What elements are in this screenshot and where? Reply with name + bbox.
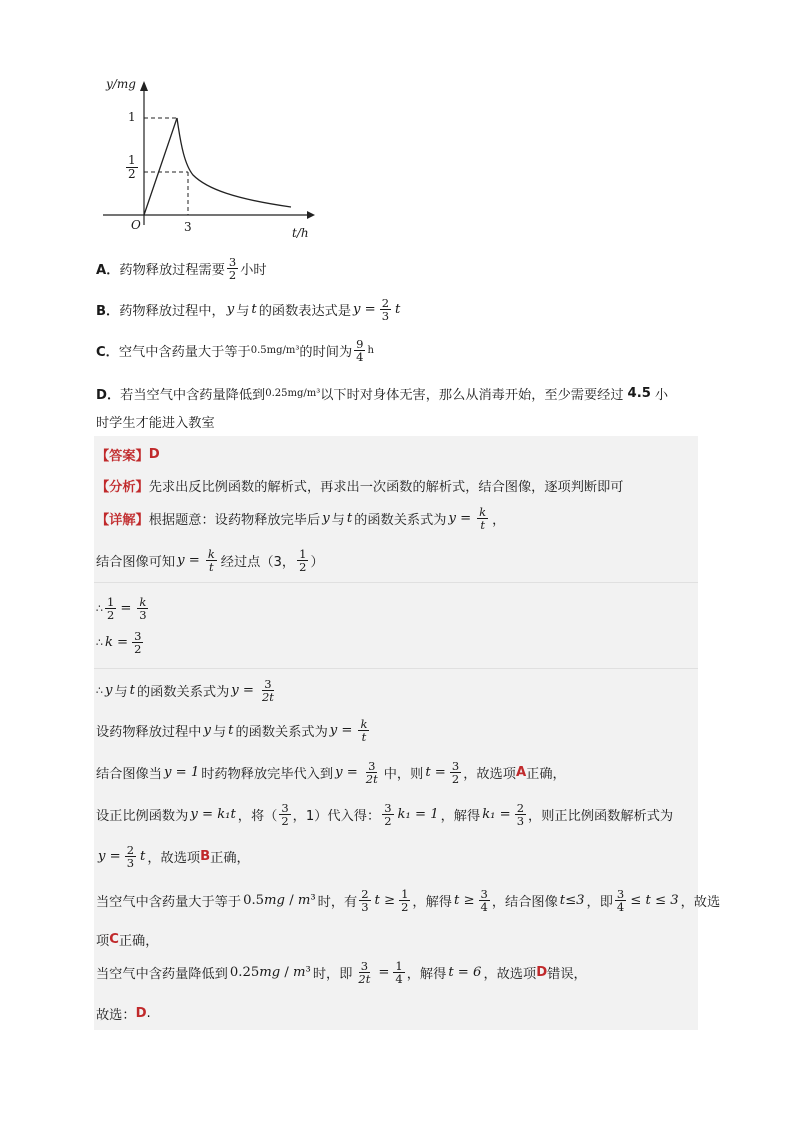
detail-line-9: y = $\frac{2}{3}$ t ，故选项 B 正确， <box>98 843 250 871</box>
detail-line-2: 结合图像可知 y = $\frac{k}{t}$ 经过点（3， $\frac{1}{2}$ ） <box>96 547 324 575</box>
tick-x3: 3 <box>184 220 192 234</box>
answer-line: 【答案】 D <box>96 447 160 464</box>
detail-line-6: 设药物释放过程中 y 与 t 的函数关系式为 y = $\frac{k}{t}$ <box>96 717 368 745</box>
detail-line-10: 当空气中含药量大于等于 0.5mg / m³ 时，有 $\frac{2}{3}$ t ≥ $\frac{1}{2}$ ，解得 t ≥ $\frac{3}{4}$ ，结合图像 t≤3 ，即 $\frac{3}{4}$ ≤ t ≤ 3 ，故选 <box>96 887 721 915</box>
detail-line-11: 项 C 正确， <box>96 932 159 949</box>
option-c: C． 空气中含药量大于等于 0.5mg/m³ 的时间为 $\frac{9}{4}$ h <box>96 337 374 365</box>
tick-yhalf: $\frac{1}{2}$ <box>128 153 136 181</box>
option-b: B． 药物释放过程中， y 与 t 的函数表达式是 y = $\frac{2}{3}$ t <box>96 296 401 324</box>
detail-line-3: ∴ $\frac{1}{2}$ = $\frac{k}{3}$ <box>96 595 147 623</box>
detail-line-4: ∴ k = $\frac{3}{2}$ <box>96 629 142 657</box>
detail-line-8: 设正比例函数为 y = k₁t ，将（ $\frac{3}{2}$ ，1）代入得： $\frac{3}{2}$ k₁ = 1 ，解得 k₁ = $\frac{2}{3}$ ，则正比例函数解析式为 <box>96 801 674 829</box>
inverse-curve <box>177 118 291 207</box>
y-axis-arrow <box>140 81 148 91</box>
detail-line-12: 当空气中含药量降低到 0.25mg / m³ 时，即 $\frac{3}{2t}$ = $\frac{1}{4}$ ，解得 t = 6 ，故选项 D 错误， <box>96 959 587 987</box>
detail-line-13: 故选： D . <box>96 1006 151 1023</box>
origin-label: O <box>131 218 141 232</box>
x-axis-label: t/h <box>292 226 309 240</box>
analysis-line: 【分析】 先求出反比例函数的解析式，再求出一次函数的解析式，结合图像，逐项判断即可 <box>96 480 624 495</box>
option-a: A． 药物释放过程需要 $\frac{3}{2}$ 小时 <box>96 255 267 283</box>
tick-y1: 1 <box>128 110 136 124</box>
option-d-line2: 时学生才能进入教室 <box>96 416 215 431</box>
x-axis-arrow <box>307 211 315 219</box>
linear-segment <box>144 118 177 215</box>
detail-line-5: ∴ y 与 t 的函数关系式为 y = $\frac{3}{2t}$ <box>96 677 274 705</box>
option-d: D． 若当空气中含药量降低到 0.25mg/m³ 以下时对身体无害，那么从消毒开始，至少需要经过 4.5 小 <box>96 386 669 403</box>
y-axis-label: y/mg <box>106 77 136 91</box>
detail-line-1: 【详解】 根据题意：设药物释放完毕后 y 与 t 的函数关系式为 y = $\frac{k}{t}$ ， <box>96 505 506 533</box>
detail-line-7: 结合图像当 y = 1 时药物释放完毕代入到 y = $\frac{3}{2t}$ 中，则 t = $\frac{3}{2}$ ，故选项 A 正确， <box>96 759 566 787</box>
